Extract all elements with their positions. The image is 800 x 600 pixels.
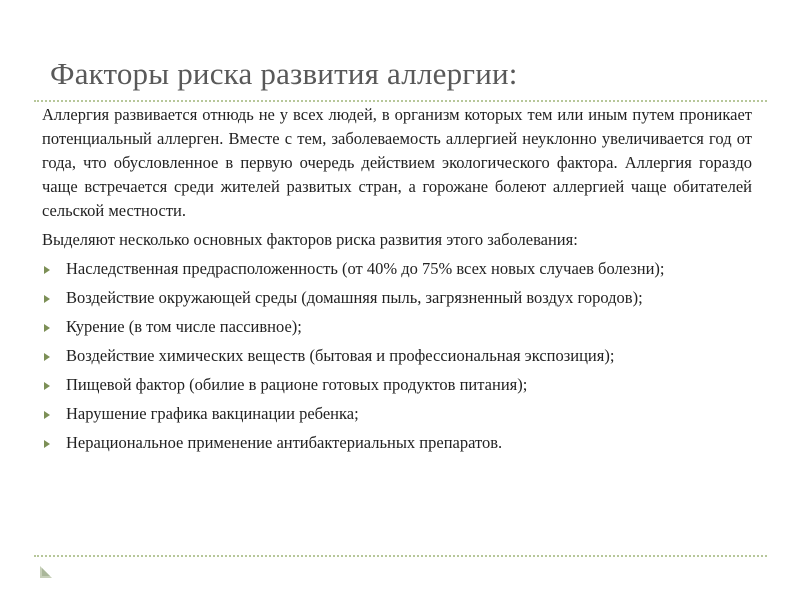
list-item-text: Наследственная предрасположенность (от 40% до 75% всех новых случаев болезни); xyxy=(66,259,665,278)
list-item xyxy=(42,344,752,368)
list-item xyxy=(42,257,752,281)
triangle-bullet-icon xyxy=(44,324,50,332)
list-item xyxy=(42,373,752,397)
top-divider xyxy=(34,100,767,102)
triangle-bullet-icon xyxy=(44,353,50,361)
lead-paragraph: Выделяют несколько основных факторов риска развития этого заболевания: xyxy=(42,230,578,249)
risk-factor-list xyxy=(42,257,752,455)
triangle-bullet-icon xyxy=(44,266,50,274)
triangle-bullet-icon xyxy=(44,382,50,390)
list-item-text: Нарушение графика вакцинации ребенка; xyxy=(66,404,359,423)
triangle-bullet-icon xyxy=(44,411,50,419)
list-item xyxy=(42,402,752,426)
triangle-bullet-icon xyxy=(44,440,50,448)
corner-triangle-icon xyxy=(40,566,52,578)
slide-content xyxy=(42,103,752,460)
triangle-bullet-icon xyxy=(44,295,50,303)
list-item xyxy=(42,315,752,339)
slide-title: Факторы риска развития аллергии: xyxy=(50,56,518,91)
list-item-text: Пищевой фактор (обилие в рационе готовых продуктов питания); xyxy=(66,375,528,394)
intro-paragraph: Аллергия развивается отнюдь не у всех людей, в организм которых тем или иным путем проникает потенциальный аллерген. Вместе с тем, заболеваемость аллергией неуклонно увеличивается год от года, что обусловленное в первую очередь действием экологического фактора. Аллергия гораздо чаще встречается среди жителей развитых стран, а горожане болеют аллергией чаще обитателей сельской местности. xyxy=(42,105,752,220)
list-item-text: Нерациональное применение антибактериальных препаратов. xyxy=(66,433,503,452)
bottom-divider xyxy=(34,555,767,557)
list-item-text: Воздействие химических веществ (бытовая и профессиональная экспозиция); xyxy=(66,346,615,365)
list-item-text: Воздействие окружающей среды (домашняя пыль, загрязненный воздух городов); xyxy=(66,288,643,307)
list-item-text: Курение (в том числе пассивное); xyxy=(66,317,302,336)
list-item xyxy=(42,286,752,310)
list-item xyxy=(42,431,752,455)
